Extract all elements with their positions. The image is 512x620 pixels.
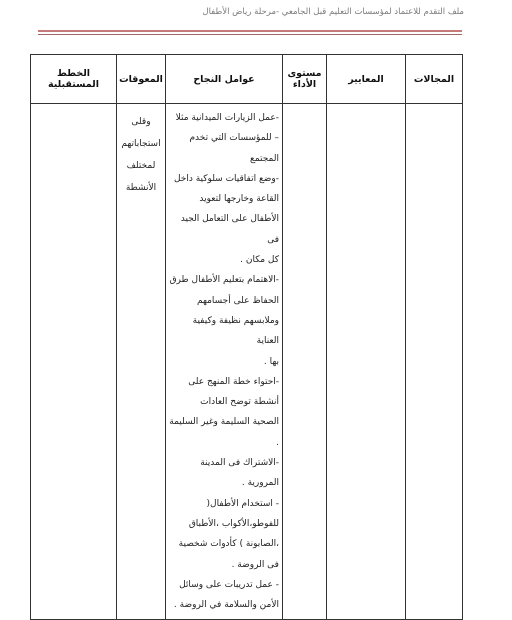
header-rule-bottom — [38, 34, 462, 35]
obstacle-line: وقلى — [131, 117, 151, 127]
success-factor-line: -احتواء خطة المنهج على — [188, 376, 279, 387]
success-factor-line: المجتمع — [250, 153, 279, 164]
success-factor-line: فى الروضة . — [231, 559, 279, 570]
success-factor-line: -عمل الزيارات الميدانية مثلا — [175, 113, 279, 123]
success-factor-line: -الاهتمام بتعليم الأطفال طرق — [169, 275, 279, 286]
success-factor-line: – للمؤسسات التي تخدم — [189, 133, 279, 144]
table-row — [31, 104, 463, 620]
success-factor-line: - عمل تدريبات على وسائل — [179, 579, 279, 590]
success-factor-line: الصحية السليمة وغير السليمة — [169, 417, 279, 428]
success-factor-line: -وضع اتفاقيات سلوكية داخل — [173, 173, 279, 184]
accreditation-table — [30, 54, 463, 620]
col-header-obstacles: المعوقات — [117, 55, 166, 104]
cell-domains — [406, 104, 463, 620]
col-header-standards: المعايير — [327, 55, 406, 104]
document-header: ملف التقدم للاعتماد لمؤسسات التعليم قبل الجامعي -مرحلة رياض الأطفال — [202, 7, 464, 17]
success-factor-line: ،الصابونة ) كأدوات شخصية — [178, 539, 279, 550]
table-header-row — [31, 55, 463, 104]
success-factor-line: القاعة وخارجها لتعويد — [199, 194, 279, 205]
cell-standards — [327, 104, 406, 620]
cell-future-plans — [31, 104, 117, 620]
success-factor-line: المرورية . — [241, 478, 279, 489]
success-factor-line: . — [276, 437, 279, 448]
cell-performance-level — [283, 104, 327, 620]
col-header-success-factors: عوامل النجاح — [166, 55, 283, 104]
success-factor-line: - استخدام الأطفال( — [206, 498, 279, 509]
col-header-domains: المجالات — [406, 55, 463, 104]
col-header-future-plans: الخطط المستقبلية — [31, 55, 117, 104]
success-factor-line: الحفاظ على أجسامهم — [196, 295, 279, 306]
success-factor-line: الأمن والسلامة في الروضة . — [173, 600, 279, 611]
success-factor-line: كل مكان . — [240, 255, 279, 266]
success-factor-line: أنشطة توضح العادات — [200, 397, 279, 408]
success-factor-line: للفوطو،الأكواب ،الأطباق — [188, 518, 279, 529]
col-header-performance-level: مستوى الأداء — [283, 55, 327, 104]
success-factor-line: بها . — [263, 356, 279, 367]
header-rule-top — [38, 30, 462, 32]
obstacle-line: لمختلف — [126, 161, 156, 171]
success-factor-line: الأطفال على التعامل الجيد فى — [180, 214, 279, 245]
success-factor-line: -الاشتراك فى المدينة — [200, 458, 279, 469]
cell-success-factors — [166, 104, 283, 620]
obstacle-line: استجاباتهم — [121, 139, 161, 149]
cell-obstacles — [117, 104, 166, 620]
obstacle-line: الأنشطة — [125, 183, 157, 193]
success-factor-line: وملابسهم نظيفة وكيفية العناية — [192, 315, 279, 347]
